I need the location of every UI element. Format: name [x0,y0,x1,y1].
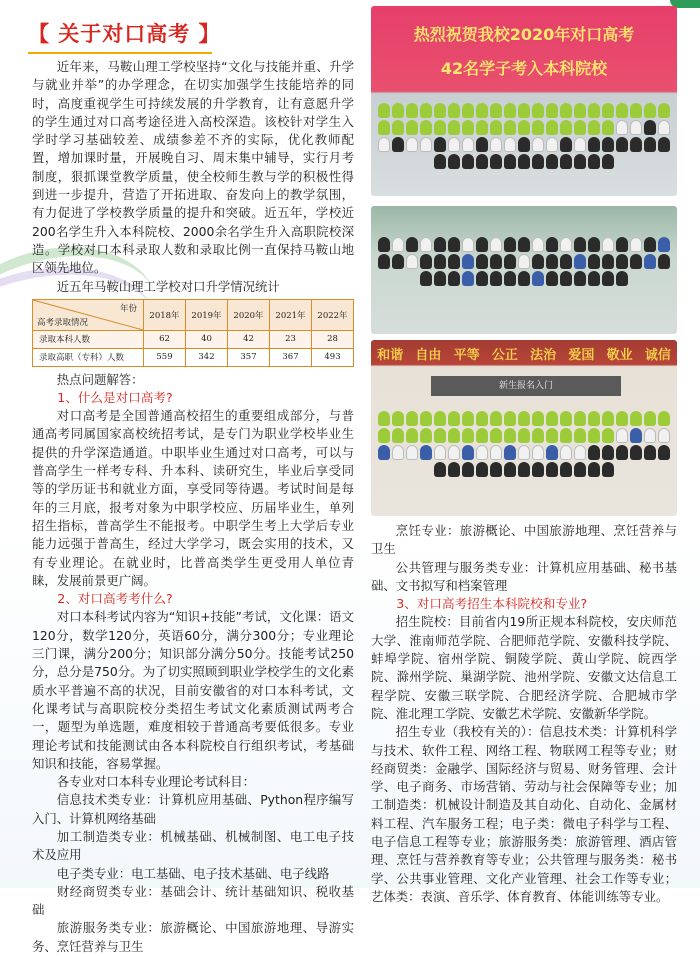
group-crowd [377,102,671,170]
year-header: 2022年 [312,299,354,330]
year-header: 2021年 [270,299,312,330]
subject-item: 烹饪专业：旅游概论、中国旅游地理、烹饪营养与卫生 [371,523,677,557]
table-corner-cell [33,299,144,330]
table-cell: 62 [144,330,186,348]
table-cell: 28 [312,330,354,348]
right-column [371,522,677,906]
graduation-photo-3 [371,340,677,516]
sign-word: 自由 [415,347,442,363]
table-header-row [33,299,354,330]
sign-word: 和谐 [377,347,404,363]
building-gate-sign: 新生报名入门 [431,376,621,396]
sign-word: 爱国 [568,347,595,363]
table-cell: 367 [270,348,312,366]
graduation-photo-2 [371,206,677,334]
graduation-photo-1 [371,6,677,196]
group-crowd [377,410,671,478]
table-cell: 23 [270,330,312,348]
year-header: 2019年 [186,299,228,330]
table-cell: 357 [228,348,270,366]
corner-year-label: 年份 [119,303,137,314]
left-column [32,58,354,956]
table-cell: 40 [186,330,228,348]
section-title-bar [28,18,221,54]
values-sign [371,340,677,366]
intro-paragraph: 近年来，马鞍山理工学校坚持“文化与技能并重、升学与就业并举”的办学理念，在切实加强学生技能培养的同时，高度重视学生可持续发展的升学教育，让有意愿升学的学生通过对口高考途径进入高校深造。该校针对学生入学时学习基础较差、成绩参差不齐的实际，优化教师配置，增加课时量，开展晚自习、周末集中辅导，实行月考制度，狠抓课堂教学质量，使全校师生教与学的积极性得到进一步提升，营造了开拓进取、奋发向上的教学氛围，有力促进了学校教学质量的提升和突破。近五年，学校近200名学生升入本科院校、2000余名学生升入高职院校深造。学校对口本科录取人数和录取比例一直保持马鞍山地区领先地位。 [32,59,354,276]
answer-3-schools: 招生院校：目前省内19所正规本科院校，安庆师范大学、淮南师范学院、合肥师范学院、安徽科技学院、蚌埠学院、宿州学院、铜陵学院、黄山学院、皖西学院、滁州学院、巢湖学院、池州学院、安徽文达信息工程学院、安徽三联学院、合肥经济学院、合肥城市学院、淮北理工学院、安徽艺术学院、安徽新华学院。 [371,614,677,721]
table-cell: 493 [312,348,354,366]
row-label: 录取本科人数 [33,330,144,348]
photo-banner-line1: 热烈祝贺我校2020年对口高考 [413,25,635,44]
table-cell: 42 [228,330,270,348]
answer-3-majors: 招生专业（我校有关的）：信息技术类：计算机科学与技术、软件工程、网络工程、物联网工程等专业；财经商贸类：金融学、国际经济与贸易、财务管理、会计学、电子商务、市场营销、劳动与社会保障等专业；加工制造类：机械设计制造及其自动化、自动化、金属材料工程、汽车服务工程；电子类：微电子科学与工程、电子信息工程等专业；旅游服务类：旅游管理、酒店管理、烹饪与营养教育等专业；公共管理与服务类：秘书学、公共事业管理、文化产业管理、社会工作等专业；艺体类：表演、音乐学、体育教育、体能训练等专业。 [371,724,677,904]
sign-word: 公正 [491,347,518,363]
subject-item: 加工制造类专业：机械基础、机械制图、电工电子技术及应用 [32,828,354,863]
section-title: 【 关于对口高考 】 [28,22,221,46]
table-caption: 近五年马鞍山理工学校对口升学情况统计 [56,278,280,294]
corner-kind-label: 高考录取情况 [37,317,89,328]
admission-stats-table [32,299,354,367]
subject-item: 旅游服务类专业：旅游概论、中国旅游地理、导游实务、烹饪营养与卫生 [32,920,354,954]
answer-2: 对口本科考试内容为“知识+技能”考试，文化课：语文120分，数学120分，英语60分，满分300分；专业理论三门课，满分200分；知识部分满分50分。技能考试250分，总分是750分。为了切实照顾到职业学校学生的文化素质水平普遍不高的状况，目前安徽省的对口本科考试，文化课考试与高职院校分类招生考试文化素质测试两考合一，题型为单选题，难度相较于普通高考要低很多。专业理论考试和技能测试由各本科院校自行组织考试，考基础知识和技能，容易掌握。 [32,609,354,771]
subject-item: 信息技术类专业：计算机应用基础、Python程序编写入门、计算机网络基础 [32,792,354,826]
table-row [33,348,354,366]
subject-item: 公共管理与服务类专业：计算机应用基础、秘书基础、文书拟写和档案管理 [371,559,677,593]
question-2: 2、对口高考考什么? [57,591,173,607]
question-3: 3、对口高考招生本科院校和专业? [396,596,588,612]
question-1: 1、什么是对口高考? [57,389,173,405]
sign-word: 法治 [530,347,557,363]
subject-item: 电子类专业：电工基础、电子技术基础、电子线路 [56,865,330,881]
table-cell: 342 [186,348,228,366]
year-header: 2018年 [144,299,186,330]
subjects-intro: 各专业对口本科专业理论考试科目： [56,774,256,790]
sign-word: 平等 [453,347,480,363]
sign-word: 敬业 [606,347,633,363]
faq-heading: 热点问题解答： [56,371,144,387]
group-crowd [377,236,671,287]
table-row [33,330,354,348]
sign-word: 诚信 [644,347,671,363]
row-label: 录取高职（专科）人数 [33,348,144,366]
answer-1: 对口高考是全国普通高校招生的重要组成部分，与普通高考同属国家高校统招考试，是专门为职业学校毕业生提供的升学深造通道。中职毕业生通过对口高考，可以与普高学生一样考专科、升本科、读研究生，毕业后享受同等的学历证书和就业方面，享受同等待遇。考试时间是每年的三月底，报考对象为中职学校应、历届毕业生，单列招生指标，普高学生不能报考。中职学生考上大学后专业能力远强于普高生，经过大学学习，既会实用的技术，又有专业理论。在就业时，比普高类学生更受用人单位青睐，发展前景更广阔。 [32,408,354,588]
subject-item: 财经商贸类专业：基础会计、统计基础知识、税收基础 [32,883,354,918]
year-header: 2020年 [228,299,270,330]
photo-banner-line2: 42名学子考入本科院校 [440,59,608,78]
table-cell: 559 [144,348,186,366]
